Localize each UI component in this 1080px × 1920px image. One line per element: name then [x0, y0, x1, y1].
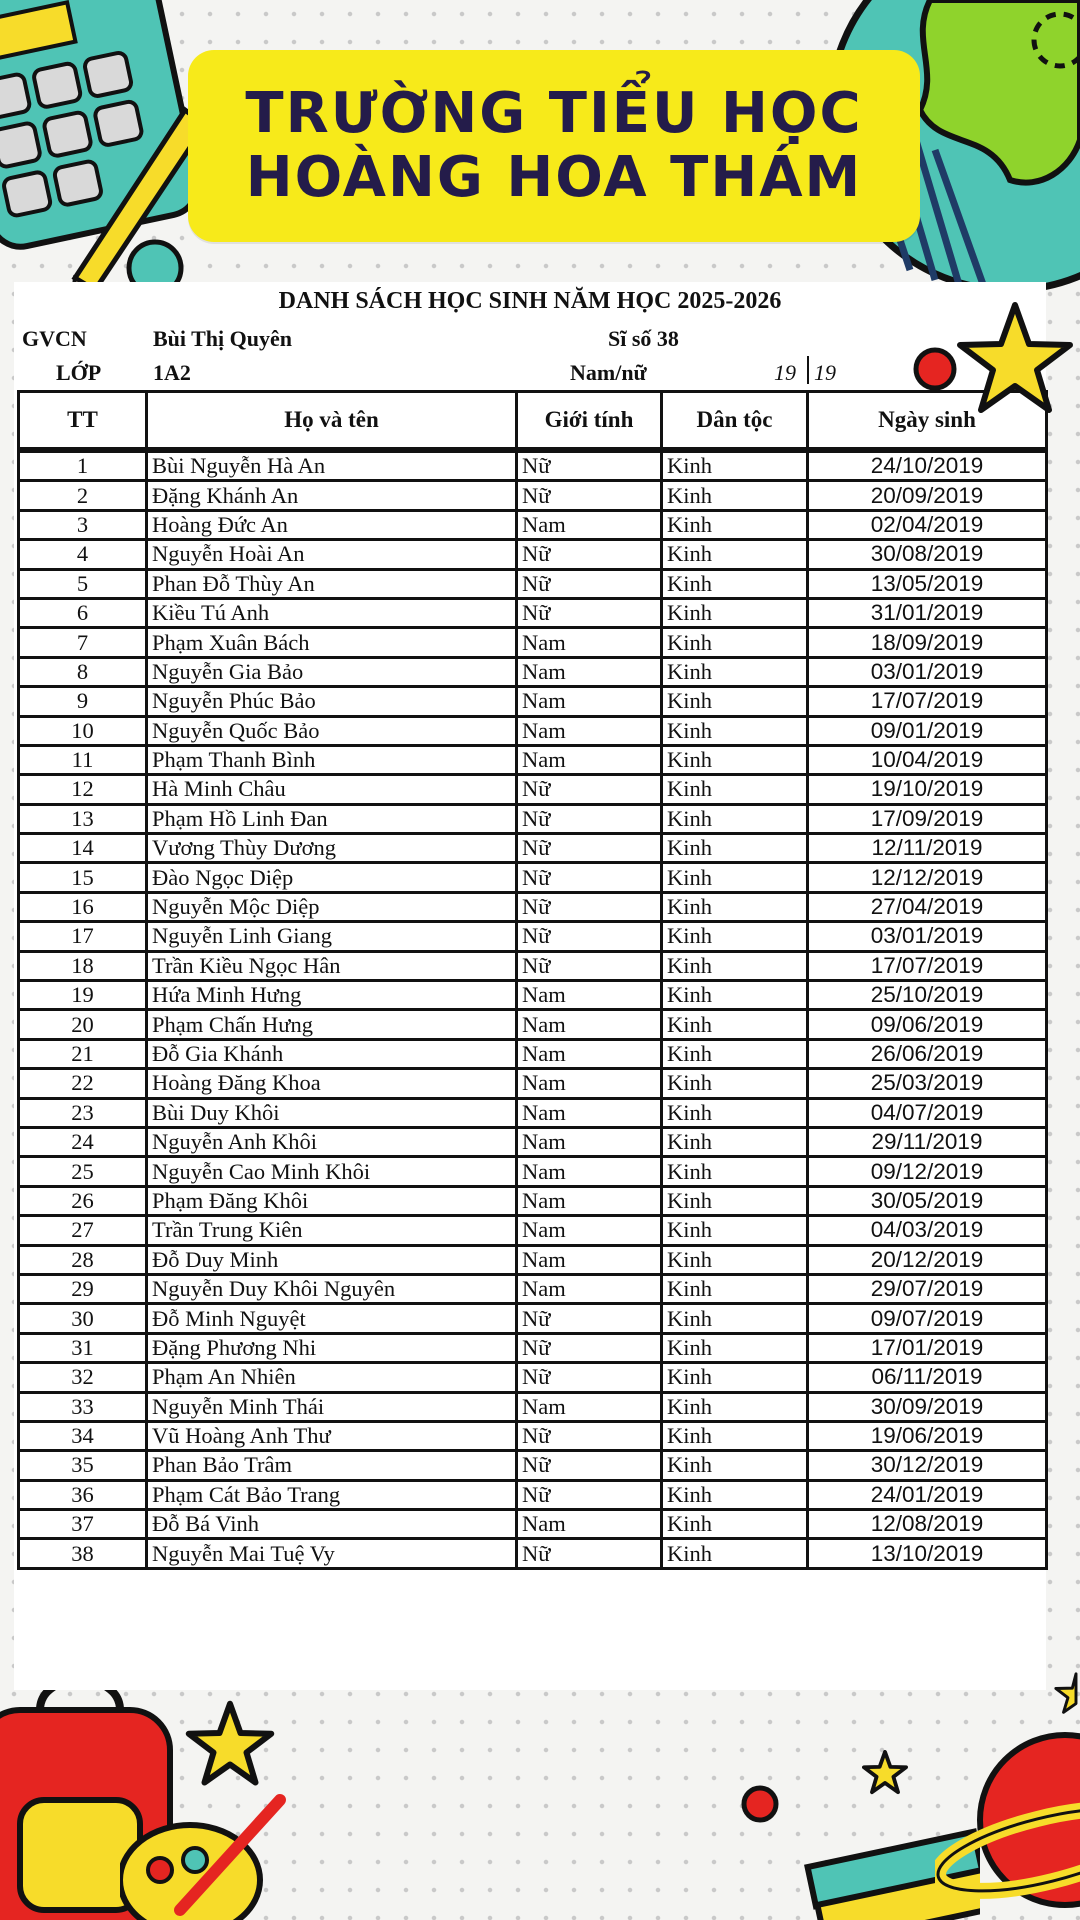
student-birth-date: 17/01/2019: [808, 1333, 1047, 1362]
table-row: [19, 1274, 1047, 1303]
table-row: [19, 1510, 1047, 1539]
student-ethnicity: Kinh: [662, 1480, 808, 1509]
row-number: 32: [19, 1363, 147, 1392]
row-number: 16: [19, 892, 147, 921]
student-ethnicity: Kinh: [662, 598, 808, 627]
student-table: [17, 390, 1048, 1570]
school-name-line1: TRƯỜNG TIỂU HỌC: [245, 81, 863, 146]
table-row: [19, 1039, 1047, 1068]
student-name: Trần Kiều Ngọc Hân: [147, 951, 517, 980]
table-row: [19, 1157, 1047, 1186]
header-ethnicity: Dân tộc: [662, 392, 808, 449]
student-birth-date: 13/05/2019: [808, 569, 1047, 598]
table-row: [19, 775, 1047, 804]
star-icon: [185, 1700, 275, 1790]
student-gender: Nam: [517, 1098, 662, 1127]
student-name: Hứa Minh Hưng: [147, 981, 517, 1010]
table-row: [19, 922, 1047, 951]
student-gender: Nam: [517, 1510, 662, 1539]
star-icon: [1050, 1672, 1080, 1716]
student-ethnicity: Kinh: [662, 775, 808, 804]
student-birth-date: 12/08/2019: [808, 1510, 1047, 1539]
student-birth-date: 24/01/2019: [808, 1480, 1047, 1509]
row-number: 4: [19, 540, 147, 569]
student-ethnicity: Kinh: [662, 510, 808, 539]
class-name: 1A2: [153, 360, 191, 385]
student-name: Nguyễn Gia Bảo: [147, 657, 517, 686]
student-name: Trần Trung Kiên: [147, 1216, 517, 1245]
row-number: 10: [19, 716, 147, 745]
paint-palette-icon: [120, 1790, 290, 1920]
table-row: [19, 657, 1047, 686]
student-birth-date: 09/12/2019: [808, 1157, 1047, 1186]
student-name: Nguyễn Linh Giang: [147, 922, 517, 951]
student-gender: Nữ: [517, 1451, 662, 1480]
student-ethnicity: Kinh: [662, 1392, 808, 1421]
student-birth-date: 04/07/2019: [808, 1098, 1047, 1127]
student-name: Hoàng Đăng Khoa: [147, 1069, 517, 1098]
row-number: 22: [19, 1069, 147, 1098]
student-ethnicity: Kinh: [662, 1451, 808, 1480]
student-name: Phạm An Nhiên: [147, 1363, 517, 1392]
student-gender: Nam: [517, 1010, 662, 1039]
student-name: Đặng Phương Nhi: [147, 1333, 517, 1362]
student-name: Nguyễn Quốc Bảo: [147, 716, 517, 745]
row-number: 37: [19, 1510, 147, 1539]
student-ethnicity: Kinh: [662, 804, 808, 833]
row-number: 12: [19, 775, 147, 804]
row-number: 35: [19, 1451, 147, 1480]
student-name: Phạm Đăng Khôi: [147, 1186, 517, 1215]
student-ethnicity: Kinh: [662, 687, 808, 716]
student-name: Đỗ Gia Khánh: [147, 1039, 517, 1068]
document-title: DANH SÁCH HỌC SINH NĂM HỌC 2025-2026: [278, 288, 782, 314]
student-birth-date: 31/01/2019: [808, 598, 1047, 627]
student-birth-date: 09/07/2019: [808, 1304, 1047, 1333]
student-birth-date: 29/07/2019: [808, 1274, 1047, 1303]
student-ethnicity: Kinh: [662, 452, 808, 481]
header-tt: TT: [19, 392, 147, 449]
student-gender: Nam: [517, 628, 662, 657]
student-ethnicity: Kinh: [662, 1098, 808, 1127]
table-row: [19, 1363, 1047, 1392]
table-row: [19, 510, 1047, 539]
student-birth-date: 30/12/2019: [808, 1451, 1047, 1480]
student-name: Đỗ Duy Minh: [147, 1245, 517, 1274]
red-dot-icon: [912, 346, 958, 392]
row-number: 1: [19, 452, 147, 481]
student-gender: Nữ: [517, 804, 662, 833]
school-name-line2: HOÀNG HOA THÁM: [245, 145, 863, 210]
table-row: [19, 1098, 1047, 1127]
student-name: Phạm Cát Bảo Trang: [147, 1480, 517, 1509]
student-ethnicity: Kinh: [662, 1510, 808, 1539]
student-ethnicity: Kinh: [662, 834, 808, 863]
student-name: Nguyễn Phúc Bảo: [147, 687, 517, 716]
teacher-label: GVCN: [22, 326, 87, 351]
male-count: 19: [774, 360, 796, 385]
row-number: 34: [19, 1421, 147, 1450]
table-row: [19, 1010, 1047, 1039]
row-number: 19: [19, 981, 147, 1010]
row-number: 25: [19, 1157, 147, 1186]
row-number: 20: [19, 1010, 147, 1039]
student-name: Đào Ngọc Diệp: [147, 863, 517, 892]
table-row: [19, 1069, 1047, 1098]
student-ethnicity: Kinh: [662, 1245, 808, 1274]
table-row: [19, 1245, 1047, 1274]
row-number: 8: [19, 657, 147, 686]
student-gender: Nam: [517, 981, 662, 1010]
student-name: Kiều Tú Anh: [147, 598, 517, 627]
student-name: Nguyễn Hoài An: [147, 540, 517, 569]
student-gender: Nam: [517, 1274, 662, 1303]
student-ethnicity: Kinh: [662, 569, 808, 598]
student-ethnicity: Kinh: [662, 1333, 808, 1362]
student-gender: Nam: [517, 745, 662, 774]
student-ethnicity: Kinh: [662, 863, 808, 892]
student-birth-date: 10/04/2019: [808, 745, 1047, 774]
student-name: Đỗ Bá Vinh: [147, 1510, 517, 1539]
table-row: [19, 452, 1047, 481]
student-gender: Nam: [517, 1157, 662, 1186]
table-row: [19, 540, 1047, 569]
table-row: [19, 745, 1047, 774]
row-number: 29: [19, 1274, 147, 1303]
table-row: [19, 598, 1047, 627]
student-birth-date: 18/09/2019: [808, 628, 1047, 657]
table-row: [19, 1333, 1047, 1362]
student-birth-date: 03/01/2019: [808, 657, 1047, 686]
table-header-row: [19, 392, 1047, 449]
student-name: Phạm Hồ Linh Đan: [147, 804, 517, 833]
student-gender: Nữ: [517, 834, 662, 863]
student-name: Vương Thùy Dương: [147, 834, 517, 863]
student-gender: Nữ: [517, 892, 662, 921]
student-name: Nguyễn Mai Tuệ Vy: [147, 1539, 517, 1568]
student-name: Đỗ Minh Nguyệt: [147, 1304, 517, 1333]
table-row: [19, 1539, 1047, 1568]
table-row: [19, 951, 1047, 980]
table-row: [19, 687, 1047, 716]
table-row: [19, 716, 1047, 745]
count-divider: [807, 356, 809, 384]
student-ethnicity: Kinh: [662, 1069, 808, 1098]
row-number: 31: [19, 1333, 147, 1362]
student-birth-date: 30/05/2019: [808, 1186, 1047, 1215]
student-birth-date: 17/07/2019: [808, 951, 1047, 980]
student-gender: Nam: [517, 1245, 662, 1274]
header-gender: Giới tính: [517, 392, 662, 449]
student-ethnicity: Kinh: [662, 716, 808, 745]
student-ethnicity: Kinh: [662, 1186, 808, 1215]
table-row: [19, 1392, 1047, 1421]
student-gender: Nữ: [517, 775, 662, 804]
student-gender: Nam: [517, 1127, 662, 1156]
student-gender: Nam: [517, 1069, 662, 1098]
star-icon: [862, 1750, 908, 1796]
student-birth-date: 30/08/2019: [808, 540, 1047, 569]
table-row: [19, 1216, 1047, 1245]
student-ethnicity: Kinh: [662, 657, 808, 686]
planet-icon: [935, 1730, 1080, 1920]
student-list-sheet: [14, 282, 1046, 1690]
student-birth-date: 29/11/2019: [808, 1127, 1047, 1156]
student-gender: Nam: [517, 687, 662, 716]
student-gender: Nữ: [517, 569, 662, 598]
table-row: [19, 1480, 1047, 1509]
student-birth-date: 13/10/2019: [808, 1539, 1047, 1568]
student-ethnicity: Kinh: [662, 481, 808, 510]
student-name: Nguyễn Anh Khôi: [147, 1127, 517, 1156]
row-number: 38: [19, 1539, 147, 1568]
student-ethnicity: Kinh: [662, 1039, 808, 1068]
student-name: Phan Đỗ Thùy An: [147, 569, 517, 598]
student-gender: Nữ: [517, 598, 662, 627]
female-count: 19: [814, 360, 836, 385]
table-row: [19, 804, 1047, 833]
student-name: Vũ Hoàng Anh Thư: [147, 1421, 517, 1450]
row-number: 6: [19, 598, 147, 627]
student-name: Bùi Nguyễn Hà An: [147, 452, 517, 481]
student-ethnicity: Kinh: [662, 892, 808, 921]
row-number: 30: [19, 1304, 147, 1333]
student-ethnicity: Kinh: [662, 1157, 808, 1186]
student-gender: Nam: [517, 716, 662, 745]
student-gender: Nữ: [517, 1480, 662, 1509]
teacher-name: Bùi Thị Quyên: [153, 326, 292, 351]
student-name: Phạm Thanh Bình: [147, 745, 517, 774]
student-name: Hoàng Đức An: [147, 510, 517, 539]
table-row: [19, 569, 1047, 598]
table-row: [19, 834, 1047, 863]
student-birth-date: 06/11/2019: [808, 1363, 1047, 1392]
student-ethnicity: Kinh: [662, 745, 808, 774]
student-gender: Nam: [517, 510, 662, 539]
row-number: 7: [19, 628, 147, 657]
table-row: [19, 1127, 1047, 1156]
table-row: [19, 981, 1047, 1010]
student-birth-date: 04/03/2019: [808, 1216, 1047, 1245]
header-birth-date: Ngày sinh: [808, 392, 1047, 449]
student-ethnicity: Kinh: [662, 1127, 808, 1156]
student-birth-date: 20/12/2019: [808, 1245, 1047, 1274]
table-row: [19, 892, 1047, 921]
student-ethnicity: Kinh: [662, 1274, 808, 1303]
student-birth-date: 25/03/2019: [808, 1069, 1047, 1098]
student-name: Phan Bảo Trâm: [147, 1451, 517, 1480]
row-number: 17: [19, 922, 147, 951]
student-gender: Nữ: [517, 1304, 662, 1333]
table-row: [19, 1304, 1047, 1333]
student-ethnicity: Kinh: [662, 922, 808, 951]
student-ethnicity: Kinh: [662, 1304, 808, 1333]
student-gender: Nam: [517, 657, 662, 686]
student-ethnicity: Kinh: [662, 1216, 808, 1245]
row-number: 5: [19, 569, 147, 598]
student-ethnicity: Kinh: [662, 951, 808, 980]
star-icon: [955, 300, 1075, 420]
row-number: 28: [19, 1245, 147, 1274]
student-gender: Nữ: [517, 863, 662, 892]
student-name: Phạm Chấn Hưng: [147, 1010, 517, 1039]
student-birth-date: 20/09/2019: [808, 481, 1047, 510]
row-number: 14: [19, 834, 147, 863]
row-number: 9: [19, 687, 147, 716]
row-number: 24: [19, 1127, 147, 1156]
class-size: Sĩ số 38: [608, 326, 679, 351]
student-gender: Nam: [517, 1186, 662, 1215]
student-ethnicity: Kinh: [662, 628, 808, 657]
student-gender: Nữ: [517, 540, 662, 569]
student-birth-date: 09/06/2019: [808, 1010, 1047, 1039]
student-gender: Nữ: [517, 481, 662, 510]
student-birth-date: 02/04/2019: [808, 510, 1047, 539]
student-birth-date: 17/07/2019: [808, 687, 1047, 716]
student-gender: Nữ: [517, 1363, 662, 1392]
table-row: [19, 863, 1047, 892]
table-row: [19, 1421, 1047, 1450]
student-ethnicity: Kinh: [662, 1539, 808, 1568]
student-gender: Nam: [517, 1392, 662, 1421]
red-dot-icon: [740, 1784, 780, 1824]
student-name: Nguyễn Cao Minh Khôi: [147, 1157, 517, 1186]
student-gender: Nữ: [517, 951, 662, 980]
student-birth-date: 12/11/2019: [808, 834, 1047, 863]
student-gender: Nữ: [517, 1421, 662, 1450]
student-birth-date: 30/09/2019: [808, 1392, 1047, 1421]
student-birth-date: 27/04/2019: [808, 892, 1047, 921]
student-birth-date: 24/10/2019: [808, 452, 1047, 481]
row-number: 15: [19, 863, 147, 892]
table-row: [19, 1186, 1047, 1215]
row-number: 26: [19, 1186, 147, 1215]
row-number: 3: [19, 510, 147, 539]
student-ethnicity: Kinh: [662, 1363, 808, 1392]
student-name: Bùi Duy Khôi: [147, 1098, 517, 1127]
student-birth-date: 26/06/2019: [808, 1039, 1047, 1068]
row-number: 27: [19, 1216, 147, 1245]
class-label: LỚP: [56, 360, 102, 385]
student-birth-date: 17/09/2019: [808, 804, 1047, 833]
student-name: Nguyễn Mộc Diệp: [147, 892, 517, 921]
student-gender: Nam: [517, 1216, 662, 1245]
student-birth-date: 25/10/2019: [808, 981, 1047, 1010]
student-name: Đặng Khánh An: [147, 481, 517, 510]
gender-label: Nam/nữ: [570, 360, 647, 385]
student-gender: Nữ: [517, 452, 662, 481]
student-gender: Nữ: [517, 922, 662, 951]
student-birth-date: 19/10/2019: [808, 775, 1047, 804]
row-number: 11: [19, 745, 147, 774]
student-ethnicity: Kinh: [662, 1010, 808, 1039]
student-birth-date: 19/06/2019: [808, 1421, 1047, 1450]
student-gender: Nữ: [517, 1333, 662, 1362]
student-gender: Nam: [517, 1039, 662, 1068]
student-ethnicity: Kinh: [662, 540, 808, 569]
student-ethnicity: Kinh: [662, 981, 808, 1010]
table-row: [19, 628, 1047, 657]
row-number: 33: [19, 1392, 147, 1421]
table-row: [19, 1451, 1047, 1480]
table-row: [19, 481, 1047, 510]
row-number: 36: [19, 1480, 147, 1509]
student-birth-date: 09/01/2019: [808, 716, 1047, 745]
header-full-name: Họ và tên: [147, 392, 517, 449]
row-number: 23: [19, 1098, 147, 1127]
student-name: Phạm Xuân Bách: [147, 628, 517, 657]
student-name: Nguyễn Minh Thái: [147, 1392, 517, 1421]
student-gender: Nữ: [517, 1539, 662, 1568]
school-banner: [188, 50, 920, 242]
row-number: 13: [19, 804, 147, 833]
student-birth-date: 12/12/2019: [808, 863, 1047, 892]
row-number: 18: [19, 951, 147, 980]
student-ethnicity: Kinh: [662, 1421, 808, 1450]
student-name: Nguyễn Duy Khôi Nguyên: [147, 1274, 517, 1303]
student-name: Hà Minh Châu: [147, 775, 517, 804]
row-number: 21: [19, 1039, 147, 1068]
row-number: 2: [19, 481, 147, 510]
student-birth-date: 03/01/2019: [808, 922, 1047, 951]
